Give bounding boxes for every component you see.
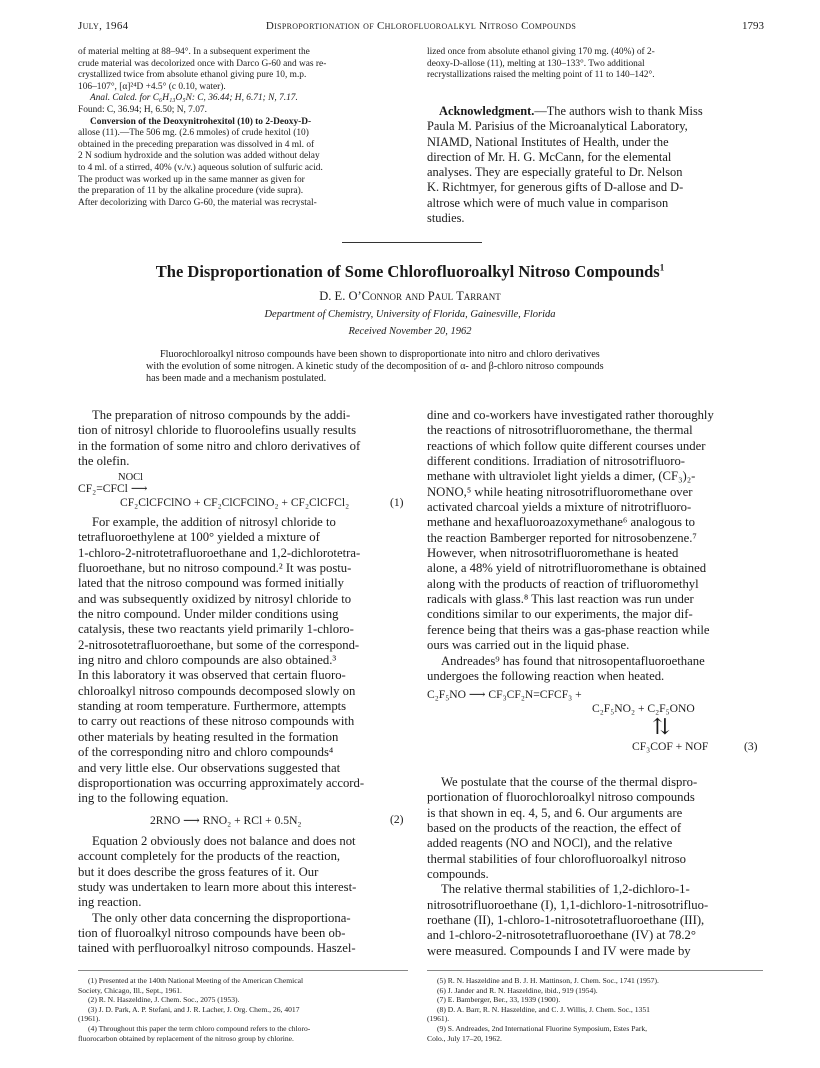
body-line: catalysis, these two reactants yield primarily 1-chloro- [78, 622, 354, 637]
body-line: The relative thermal stabilities of 1,2-dichloro-1- [441, 882, 690, 897]
abstract [146, 349, 682, 384]
header-journal-title: Disproportionation of Chlorofluoroalkyl Nitroso Compounds [265, 20, 577, 32]
body-line: ing reaction. [78, 895, 142, 910]
body-line: thermal stabilities of four chlorofluoroalkyl nitroso [427, 851, 686, 866]
body-line: radicals with glass.⁸ This last reaction was run under [427, 592, 694, 607]
footnotes-right [427, 976, 763, 1043]
body-line: nitrosotrifluoroethane (I), 1,1-dichloro-1-nitrosotrifluo- [427, 897, 709, 912]
footnote-line: (8) D. A. Barr, R. N. Haszeldine, and C. J. Willis, J. Chem. Soc., 1351 [437, 1004, 650, 1014]
body-line: activated charcoal yields a mixture of nitrotrifluoro- [427, 500, 692, 515]
body-line: lated that the nitroso compound was formed initially [78, 576, 345, 591]
ack-line: altrose which were of much value in comparison [427, 195, 669, 210]
footnote-rule-right [427, 970, 763, 971]
body-line: NONO,⁵ while heating nitrosotrifluoromethane over [427, 484, 693, 499]
body-line: tion of nitrosyl chloride to fluoroolefins usually results [78, 423, 357, 438]
body-line: conditions similar to our experiments, the major dif- [427, 607, 693, 622]
prev-line: allose (11).—The 506 mg. (2.6 mmoles) of crude hexitol (10) [78, 128, 309, 139]
body-left-column-part1 [78, 408, 408, 469]
body-line: disproportionation was occurring approximately accord- [78, 775, 365, 790]
header-date: July, 1964 [78, 20, 129, 32]
body-line: tained with perfluoroalkyl nitroso compounds. Haszel- [78, 941, 356, 956]
article-separator-rule [342, 242, 482, 243]
body-line: the nitro compound. Under milder conditions using [78, 607, 339, 622]
footnote-line: (2) R. N. Haszeldine, J. Chem. Soc., 2075 (1953). [88, 995, 240, 1005]
received-date: Received November 20, 1962 [348, 326, 472, 337]
prev-line: 2 N sodium hydroxide and the solution was added without delay [78, 151, 320, 162]
body-line: reactions of which follow quite different courses under [427, 438, 706, 453]
authors: D. E. O’Connor and Paul Tarrant [319, 289, 501, 303]
body-line: portionation of fluorochloroalkyl nitroso compounds [427, 790, 695, 805]
body-line: the olefin. [78, 454, 130, 469]
prev-line: After decolorizing with Darco G-60, the material was recrystal- [78, 197, 317, 208]
ack-line: direction of Mr. H. G. McCann, for the elemental [427, 149, 672, 164]
body-line: tetrafluoroethylene at 100° yielded a mixture of [78, 530, 320, 545]
prev-article-right-column [427, 47, 763, 82]
ack-line: Paula M. Parisius of the Microanalytical Laboratory, [427, 119, 688, 134]
prev-line: The product was worked up in the same manner as given for [78, 174, 305, 185]
acknowledgment [427, 104, 763, 226]
prev-article-left-column [78, 47, 408, 209]
footnote-line: (9) S. Andreades, 2nd International Fluorine Symposium, Estes Park, [437, 1023, 648, 1033]
body-line: However, when nitrosotrifluoromethane is heated [427, 546, 679, 561]
ack-line: NIAMD, National Institutes of Health, under the [427, 134, 669, 149]
body-line: tion of fluoroalkyl nitroso compounds have been ob- [78, 926, 346, 941]
body-line: were measured. Compounds I and IV were made by [427, 943, 691, 958]
footnote-line: fluorocarbon obtained by replacement of the nitroso group by chlorine. [78, 1033, 294, 1043]
body-line: methane with ultraviolet light yields a dimer, (CF₃)₂- [427, 469, 696, 484]
body-line: The only other data concerning the disproportiona- [92, 910, 351, 925]
body-line: We postulate that the course of the thermal dispro- [441, 775, 698, 789]
eq2: 2RNO ⟶ RNO₂ + RCl + 0.5N₂ [150, 814, 302, 827]
body-line: dine and co-workers have investigated rather thoroughly [427, 408, 714, 422]
eq3-line1: C₂F₅NO ⟶ CF₃CF₂N=CFCF₃ + [427, 688, 582, 701]
prev-line: the preparation of 11 by the alkaline procedure (vide supra). [78, 186, 304, 197]
prev-line: 106–107°, [α]²⁴D +4.5° (c 0.10, water). [78, 81, 226, 92]
body-left-column-part2 [78, 515, 408, 807]
prev-line: Anal. Calcd. for C₆H₁₃O₅N: C, 36.44; H, 6.71; N, 7.17. [90, 93, 298, 104]
body-line: ing nitro and chloro compounds are also obtained.³ [78, 653, 337, 668]
footnote-line: (1961). [427, 1014, 450, 1024]
footnote-line: (6) J. Jander and R. N. Haszeldine, ibid., 919 (1954). [437, 985, 598, 995]
footnote-line: (4) Throughout this paper the term chloro compound refers to the chloro- [88, 1023, 311, 1033]
body-line: methane and hexafluoroazoxymethane⁶ analogous to [427, 515, 695, 530]
body-line: other materials by heating resulted in the formation [78, 729, 339, 744]
body-line: fluoroethane, but no nitroso compound.² It was postu- [78, 561, 352, 576]
abstract-line: Fluorochloroalkyl nitroso compounds have been shown to disproportionate into nitro and chloro derivatives [160, 349, 600, 360]
acknowledgment-heading: Acknowledgment. [439, 104, 535, 118]
body-left-column-part3 [78, 834, 408, 957]
eq3-number: (3) [744, 740, 758, 753]
eq1-rhs: CF₂ClCFClNO + CF₂ClCFClNO₂ + CF₂ClCFCl₂ [120, 496, 350, 509]
ack-line: analyses. They are especially grateful to Dr. Nelson [427, 165, 683, 180]
prev-line: lized once from absolute ethanol giving 170 mg. (40%) of 2- [427, 47, 655, 57]
body-line: is that shown in eq. 4, 5, and 6. Our arguments are [427, 805, 683, 820]
body-line: 1-chloro-2-nitrotetrafluoroethane and 1,2-dichlorotetra- [78, 545, 361, 560]
eq1-lhs: CF₂=CFCl ⟶ [78, 482, 147, 495]
abstract-line: has been made and a mechanism postulated. [146, 372, 327, 384]
body-line: and was subsequently oxidized by nitrosyl chloride to [78, 591, 352, 606]
body-line: Andreades⁹ has found that nitrosopentafluoroethane [441, 653, 705, 668]
footnote-line: (7) E. Bamberger, Ber., 33, 1939 (1900). [437, 995, 561, 1005]
body-line: compounds. [427, 867, 489, 882]
body-line: Equation 2 obviously does not balance and does not [92, 834, 356, 848]
footnote-line: Society, Chicago, Ill., Sept., 1961. [78, 985, 182, 995]
body-line: chloroalkyl nitroso compounds decomposed slowly on [78, 683, 356, 698]
eq3-equilibrium-arrow: ⇅ [652, 714, 671, 739]
footnote-line: Colo., July 17–20, 1962. [427, 1033, 502, 1043]
eq3-line3: CF₃COF + NOF [632, 740, 709, 753]
prev-line: of material melting at 88–94°. In a subsequent experiment the [78, 47, 310, 57]
prev-line: Found: C, 36.94; H, 6.50; N, 7.07. [78, 104, 207, 115]
eq3-line2: C₂F₅NO₂ + C₂F₅ONO [592, 702, 695, 715]
footnote-rule-left [78, 970, 408, 971]
article-title [0, 262, 820, 282]
body-line: and very little else. Our observations suggested that [78, 760, 341, 775]
prev-line: obtained in the preceding preparation was dissolved in 4 ml. of [78, 139, 315, 150]
eq1-reagent: NOCl [118, 472, 144, 483]
abstract-line: with the evolution of some nitrogen. A kinetic study of the decomposition of α- and β-chloro nitroso compounds [146, 360, 604, 372]
body-line: In this laboratory it was observed that certain fluoro- [78, 668, 346, 683]
body-line: ference being that theirs was a gas-phase reaction while [427, 622, 710, 637]
body-line: alone, a 48% yield of nitrotrifluoromethane is obtained [427, 561, 707, 576]
body-line: ours was carried out in the liquid phase. [427, 638, 630, 653]
body-line: standing at room temperature. Furthermore, attempts [78, 699, 347, 714]
body-line: For example, the addition of nitrosyl chloride to [92, 515, 336, 529]
eq2-number: (2) [390, 813, 404, 826]
article-title-text: The Disproportionation of Some Chlorofluoroalkyl Nitroso Compounds [155, 262, 660, 281]
body-line: along with the products of reaction of trifluoromethyl [427, 576, 699, 591]
body-line: in the formation of some nitro and chloro derivatives of [78, 438, 361, 453]
running-header [78, 20, 764, 38]
body-line: 2-nitrosotetrafluoroethane, but some of the correspond- [78, 637, 360, 652]
page-number: 1793 [742, 20, 764, 32]
ack-line: —The authors wish to thank Miss [534, 104, 703, 118]
prev-line: to 4 ml. of a stirred, 40% (v./v.) aqueous solution of sulfuric acid. [78, 162, 323, 173]
affiliation: Department of Chemistry, University of Florida, Gainesville, Florida [264, 309, 556, 320]
prev-line: crude material was decolorized once with Darco G-60 and was re- [78, 58, 327, 69]
body-line: to carry out reactions of these nitroso compounds with [78, 714, 355, 729]
body-line: account completely for the products of the reaction, [78, 849, 341, 864]
body-line: of the corresponding nitro and chloro compounds⁴ [78, 745, 334, 760]
body-line: the reaction Bamberger reported for nitrosobenzene.⁷ [427, 530, 697, 545]
body-line: different conditions. Irradiation of nitrosotrifluoro- [427, 454, 686, 469]
body-right-column-part1 [427, 408, 763, 684]
body-line: ing to the following equation. [78, 791, 229, 806]
ack-line: K. Richtmyer, for generous gifts of D-allose and D- [427, 180, 684, 195]
footnotes-left [78, 976, 408, 1043]
prev-section-heading: Conversion of the Deoxynitrohexitol (10) to 2-Deoxy-D- [90, 116, 312, 127]
body-line: The preparation of nitroso compounds by the addi- [92, 408, 351, 422]
prev-line: recrystallizations raised the melting point of 11 to 140–142°. [427, 70, 655, 81]
body-line: roethane (II), 1-chloro-1-nitrosotetrafluoroethane (III), [427, 913, 705, 928]
footnote-line: (1961). [78, 1014, 101, 1024]
footnote-line: (3) J. D. Park, A. P. Stefani, and J. R. Lacher, J. Org. Chem., 26, 4017 [88, 1004, 300, 1014]
body-right-column-part2 [427, 775, 763, 959]
body-line: the reactions of nitrosotrifluoromethane, the thermal [427, 423, 693, 438]
body-line: study was undertaken to learn more about this interest- [78, 880, 357, 895]
eq1-number: (1) [390, 496, 404, 509]
body-line: based on the products of the reaction, the effect of [427, 821, 682, 836]
body-line: and 1-chloro-2-nitrosotetrafluoroethane (IV) at 78.2° [427, 928, 696, 943]
footnote-line: (5) R. N. Haszeldine and B. J. H. Mattinson, J. Chem. Soc., 1741 (1957). [437, 976, 659, 985]
title-footnote-ref: 1 [659, 262, 665, 273]
body-line: added reagents (NO and NOCl), and the relative [427, 836, 673, 851]
footnote-line: (1) Presented at the 140th National Meeting of the American Chemical [88, 976, 304, 985]
ack-line: studies. [427, 211, 465, 226]
body-line: undergoes the following reaction when heated. [427, 668, 665, 683]
body-line: but it does describe the gross features of it. Our [78, 864, 319, 879]
prev-line: deoxy-D-allose (11), melting at 130–133°. Two additional [427, 58, 645, 69]
prev-line: crystallized twice from absolute ethanol giving pure 10, m.p. [78, 70, 307, 81]
